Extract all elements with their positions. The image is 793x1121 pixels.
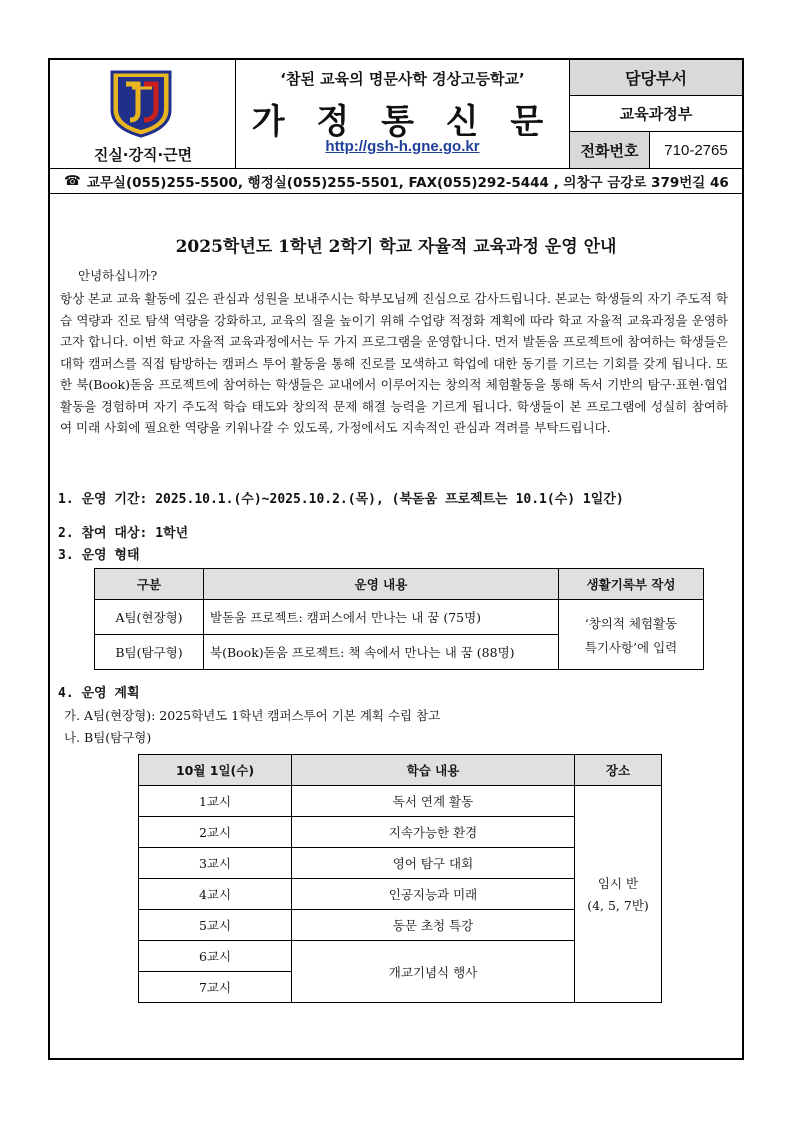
section-target: 2. 참여 대상: 1학년: [58, 526, 189, 541]
department-box: [570, 60, 742, 168]
phone-label: 전화번호: [570, 132, 650, 168]
table-header-cell: 운영 내용: [204, 569, 559, 600]
department-value: 교육과정부: [570, 96, 742, 132]
place-text-line: 임시 반: [597, 876, 639, 891]
section-format: 3. 운영 형태: [58, 548, 140, 563]
period-cell: 3교시: [139, 848, 292, 879]
team-cell: A팀(현장형): [95, 600, 204, 635]
school-emblem-icon: [108, 68, 174, 138]
logo-cell: [50, 60, 236, 168]
table-header-row: [139, 755, 662, 786]
content-cell: 발돋움 프로젝트: 캠퍼스에서 만나는 내 꿈 (75명): [204, 600, 559, 635]
table-row: [95, 600, 704, 635]
table-header-cell: 장소: [575, 755, 662, 786]
contact-text: 교무실(055)255-5500, 행정실(055)255-5501, FAX(055)292-5444 , 의창구 금강로 379번길 46: [86, 175, 729, 191]
document-title: 2025학년도 1학년 2학기 학교 자율적 교육과정 운영 안내: [175, 237, 617, 257]
content-cell: 개교기념식 행사: [292, 941, 575, 1003]
record-text-line: ‘창의적 체험활동: [584, 615, 678, 631]
school-slogan: ‘참된 교육의 명문사학 경상고등학교’: [280, 70, 525, 88]
section-period: 1. 운영 기간: 2025.10.1.(수)~2025.10.2.(목), (북돋움 프로젝트는 10.1(수) 1일간): [58, 492, 624, 507]
schedule-table: [138, 754, 662, 1003]
plan-item-a: 가. A팀(현장형): 2025학년도 1학년 캠퍼스투어 기본 계획 수립 참고: [64, 708, 441, 723]
content-cell: 영어 탐구 대회: [292, 848, 575, 879]
school-motto: 진실·강직·근면: [93, 146, 193, 164]
record-text-line: 특기사항’에 입력: [584, 639, 678, 655]
operation-format-table: [94, 568, 704, 670]
school-url-link[interactable]: http://gsh-h.gne.go.kr: [325, 138, 480, 155]
place-cell: [575, 786, 662, 1003]
intro-paragraph: 항상 본교 교육 활동에 깊은 관심과 성원을 보내주시는 학부모님께 진심으로 감사드립니다. 본교는 학생들의 자기 주도적 학습 역량과 진로 탐색 역량을 강화하고, 교육의 질을 높이기 위해 수업량 적정화 계획에 따라 학교 자율적 교육과정을 운영하고자 합니다. 이번 학교 자율적 교육과정에서는 두 가지 프로그램을 운영합니다. 먼저 발돋움 프로젝트에 참여하는 학생들은 대학 캠퍼스를 직접 탐방하는 캠퍼스 투어 활동을 통해 진로를 모색하고 학업에 대한 동기를 기르는 기회를 갖게 됩니다. 또한 북(Book)돋움 프로젝트에 참여하는 학생들은 교내에서 이루어지는 창의적 체험활동을 통해 독서 기반의 탐구·표현·협업 활동을 경험하며 자기 주도적 학습 태도와 창의적 문제 해결 능력을 기르게 됩니다. 학생들이 본 프로그램에 성실히 참여하여 미래 사회에 필요한 역량을 키워나갈 수 있도록, 가정에서도 지속적인 관심과 격려를 부탁드립니다.: [60, 291, 728, 435]
table-header-cell: 구분: [95, 569, 204, 600]
period-cell: 1교시: [139, 786, 292, 817]
letterhead: [50, 60, 742, 168]
title-cell: [236, 60, 570, 168]
phone-icon: ☎: [64, 173, 81, 189]
content-cell: 북(Book)돋움 프로젝트: 책 속에서 만나는 내 꿈 (88명): [204, 635, 559, 670]
table-header-cell: 학습 내용: [292, 755, 575, 786]
table-row: [139, 786, 662, 817]
period-cell: 2교시: [139, 817, 292, 848]
section-plan: 4. 운영 계획: [58, 686, 140, 701]
content-cell: 동문 초청 특강: [292, 910, 575, 941]
table-header-cell: 생활기록부 작성: [559, 569, 704, 600]
department-label: 담당부서: [570, 60, 742, 96]
period-cell: 6교시: [139, 941, 292, 972]
greeting: 안녕하십니까?: [78, 268, 158, 283]
content-cell: 독서 연계 활동: [292, 786, 575, 817]
period-cell: 7교시: [139, 972, 292, 1003]
record-cell: [559, 600, 704, 670]
phone-value: 710-2765: [664, 141, 728, 159]
place-text-line: (4, 5, 7반): [587, 898, 649, 913]
team-cell: B팀(탐구형): [95, 635, 204, 670]
table-header-row: [95, 569, 704, 600]
period-cell: 5교시: [139, 910, 292, 941]
table-header-cell: 10월 1일(수): [139, 755, 292, 786]
newsletter-title: 가 정 통 신 문: [251, 102, 554, 142]
contact-line: [50, 168, 742, 194]
document-frame: [48, 58, 744, 1060]
plan-item-b: 나. B팀(탐구형): [64, 730, 152, 745]
period-cell: 4교시: [139, 879, 292, 910]
content-cell: 지속가능한 환경: [292, 817, 575, 848]
content-cell: 인공지능과 미래: [292, 879, 575, 910]
